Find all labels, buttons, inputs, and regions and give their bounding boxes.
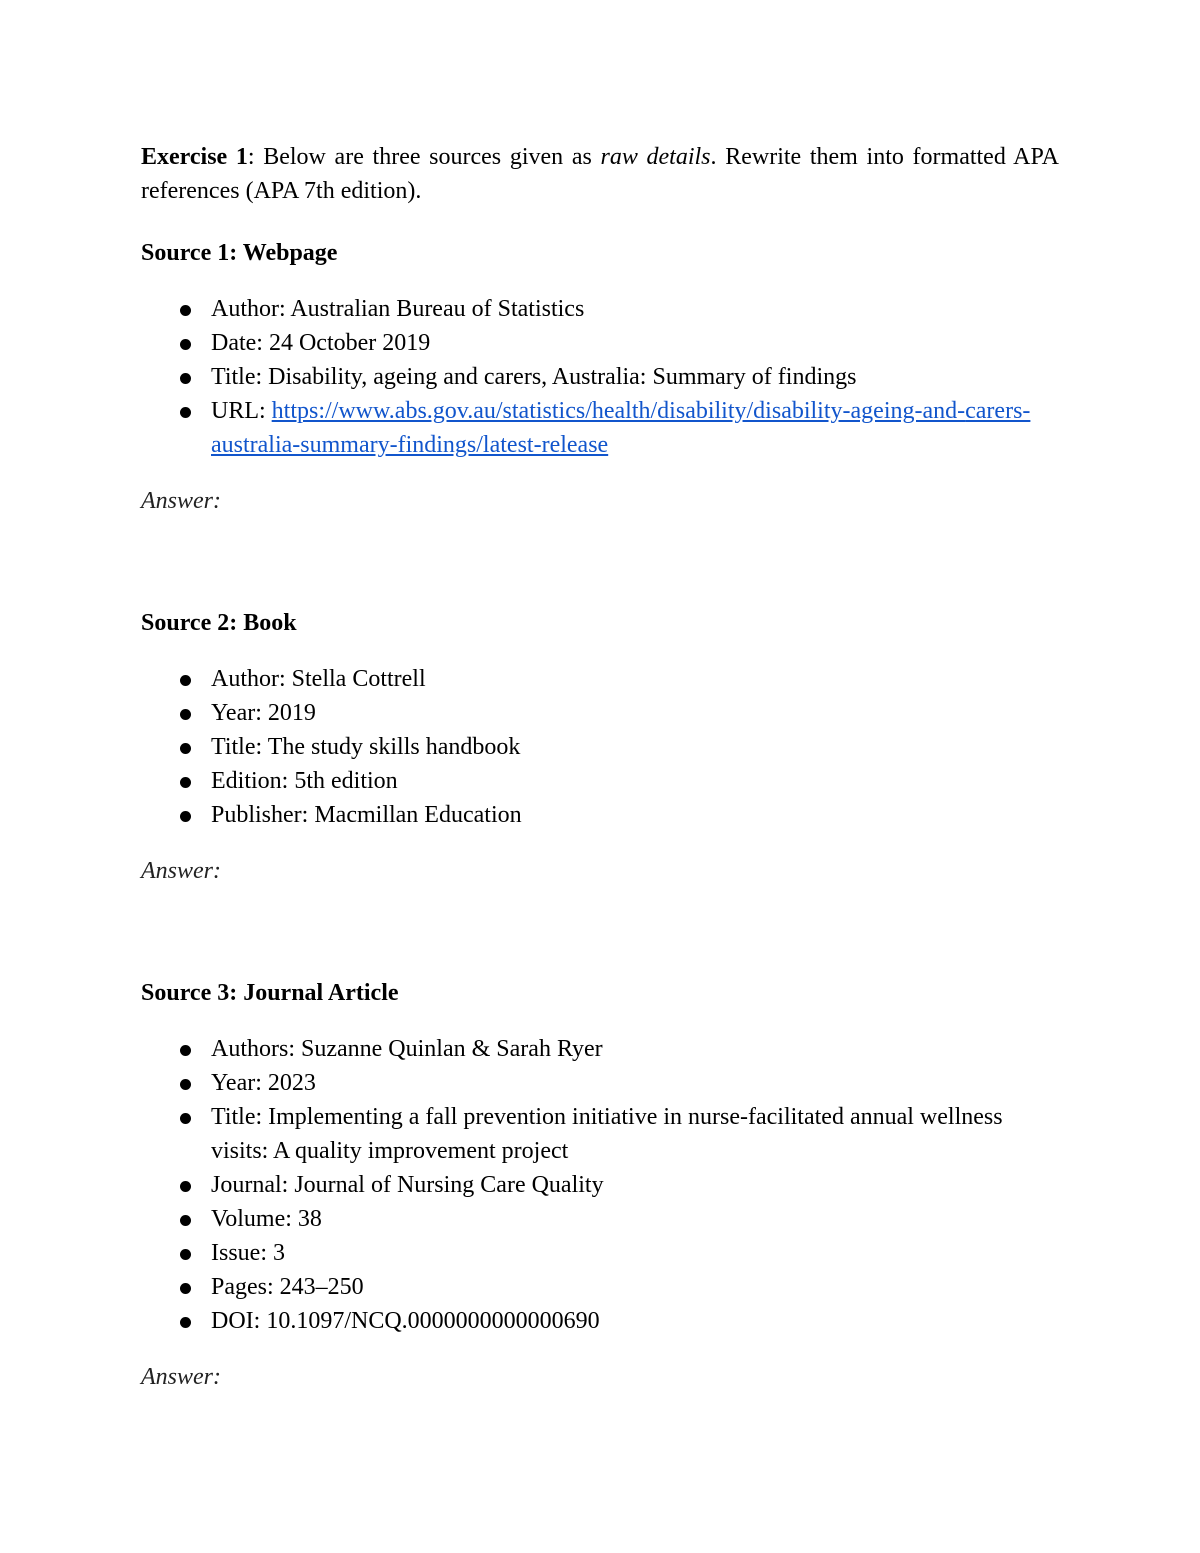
- bullet-icon: [180, 675, 191, 686]
- list-item: [141, 696, 1059, 730]
- bullet-icon: [180, 811, 191, 822]
- list-item-text: Edition: 5th edition: [211, 768, 398, 794]
- bullet-icon: [180, 305, 191, 316]
- bullet-icon: [180, 709, 191, 720]
- source-3-details-list: [141, 1032, 1059, 1338]
- list-item: [141, 326, 1059, 360]
- list-item: [141, 730, 1059, 764]
- list-item: [141, 662, 1059, 696]
- bullet-icon: [180, 373, 191, 384]
- list-item-text: Pages: 243–250: [211, 1274, 364, 1300]
- source-3-heading: Source 3: Journal Article: [141, 980, 399, 1006]
- list-item-text: Publisher: Macmillan Education: [211, 802, 522, 828]
- exercise-label: Exercise 1: [141, 144, 248, 170]
- list-item: [141, 1304, 1059, 1338]
- bullet-icon: [180, 1317, 191, 1328]
- list-item: [141, 292, 1059, 326]
- list-item-text: Title: Implementing a fall prevention initiative in nurse-facilitated annual wellness visits: A quality improvement project: [211, 1104, 1003, 1164]
- exercise-text-2: . Rewrite them into formatted APA references (APA 7th edition).: [141, 144, 1059, 204]
- list-item: [141, 1270, 1059, 1304]
- list-item-text: Title: Disability, ageing and carers, Australia: Summary of findings: [211, 364, 857, 390]
- bullet-icon: [180, 339, 191, 350]
- list-item-text: Year: 2019: [211, 700, 316, 726]
- bullet-icon: [180, 1215, 191, 1226]
- document-page: [141, 140, 1059, 1394]
- list-item-text: Author: Australian Bureau of Statistics: [211, 296, 585, 322]
- list-item: [141, 360, 1059, 394]
- list-item: [141, 1236, 1059, 1270]
- source-2-heading: Source 2: Book: [141, 610, 297, 636]
- answer-label: Answer:: [141, 1364, 221, 1390]
- source-1-section: [141, 236, 1059, 518]
- bullet-icon: [180, 743, 191, 754]
- list-item-text: DOI: 10.1097/NCQ.0000000000000690: [211, 1308, 600, 1334]
- answer-label: Answer:: [141, 858, 221, 884]
- url-label: URL:: [211, 398, 272, 424]
- bullet-icon: [180, 777, 191, 788]
- list-item: [141, 394, 1059, 462]
- list-item-text: Volume: 38: [211, 1206, 322, 1232]
- exercise-instructions: [141, 140, 1059, 208]
- answer-label: Answer:: [141, 488, 221, 514]
- list-item-text: Date: 24 October 2019: [211, 330, 431, 356]
- list-item: [141, 1100, 1059, 1168]
- source-1-details-list: [141, 292, 1059, 462]
- list-item: [141, 764, 1059, 798]
- list-item: [141, 1066, 1059, 1100]
- source-1-heading: Source 1: Webpage: [141, 240, 338, 266]
- bullet-icon: [180, 1283, 191, 1294]
- bullet-icon: [180, 1249, 191, 1260]
- list-item-text: Year: 2023: [211, 1070, 316, 1096]
- bullet-icon: [180, 1181, 191, 1192]
- list-item: [141, 798, 1059, 832]
- list-item-text: Author: Stella Cottrell: [211, 666, 426, 692]
- list-item-text: Journal: Journal of Nursing Care Quality: [211, 1172, 604, 1198]
- source-2-details-list: [141, 662, 1059, 832]
- list-item-text: Title: The study skills handbook: [211, 734, 521, 760]
- exercise-italic-text: raw details: [600, 144, 711, 170]
- list-item: [141, 1202, 1059, 1236]
- exercise-text-1: : Below are three sources given as: [247, 144, 601, 170]
- list-item-text: Issue: 3: [211, 1240, 285, 1266]
- list-item: [141, 1032, 1059, 1066]
- list-item: [141, 1168, 1059, 1202]
- source-2-section: [141, 606, 1059, 888]
- source-url-link[interactable]: https://www.abs.gov.au/statistics/health/disability/disability-ageing-and-carers-australia-summary-findings/latest-release: [211, 398, 1031, 458]
- bullet-icon: [180, 1045, 191, 1056]
- bullet-icon: [180, 1079, 191, 1090]
- list-item-text: Authors: Suzanne Quinlan & Sarah Ryer: [211, 1036, 603, 1062]
- bullet-icon: [180, 407, 191, 418]
- source-3-section: [141, 976, 1059, 1394]
- bullet-icon: [180, 1113, 191, 1124]
